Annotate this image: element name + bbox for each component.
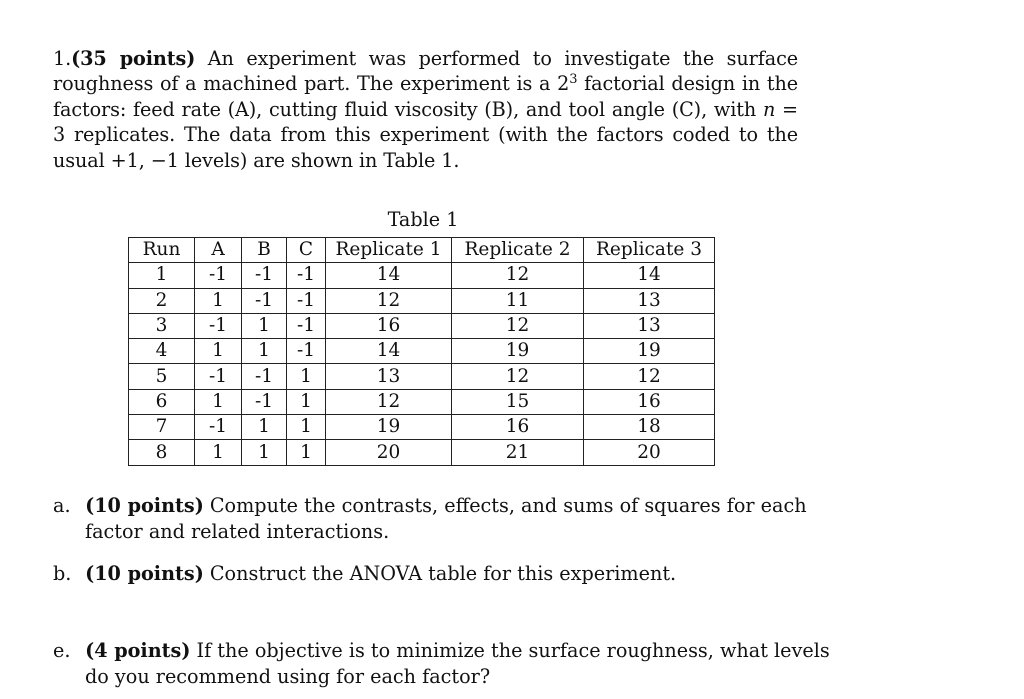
- question-text: If the objective is to minimize the surface roughness, what levels: [190, 639, 830, 662]
- cell-a: 1: [195, 288, 242, 313]
- cell-b: 1: [242, 313, 287, 338]
- cell-replicate-1: 19: [326, 415, 452, 440]
- cell-c: -1: [287, 313, 326, 338]
- data-table: [128, 237, 715, 466]
- header-replicate-2: Replicate 2: [452, 238, 584, 263]
- cell-run: 3: [129, 313, 195, 338]
- question-text: Compute the contrasts, effects, and sums of squares for each: [203, 494, 807, 517]
- cell-b: -1: [242, 389, 287, 414]
- table-row: [129, 440, 715, 465]
- cell-replicate-1: 16: [326, 313, 452, 338]
- cell-replicate-2: 21: [452, 440, 584, 465]
- table-row: [129, 263, 715, 288]
- cell-replicate-3: 18: [584, 415, 715, 440]
- cell-run: 4: [129, 339, 195, 364]
- cell-c: 1: [287, 389, 326, 414]
- cell-b: -1: [242, 288, 287, 313]
- cell-run: 5: [129, 364, 195, 389]
- cell-run: 8: [129, 440, 195, 465]
- question-e: [53, 638, 833, 690]
- cell-c: 1: [287, 415, 326, 440]
- cell-replicate-3: 16: [584, 389, 715, 414]
- header-replicate-3: Replicate 3: [584, 238, 715, 263]
- header-b: B: [242, 238, 287, 263]
- header-run: Run: [129, 238, 195, 263]
- table-row: [129, 415, 715, 440]
- header-a: A: [195, 238, 242, 263]
- table-row: [129, 339, 715, 364]
- cell-a: -1: [195, 263, 242, 288]
- cell-replicate-3: 13: [584, 313, 715, 338]
- problem-points: (35 points): [71, 47, 196, 70]
- cell-replicate-1: 20: [326, 440, 452, 465]
- cell-b: 1: [242, 415, 287, 440]
- problem-statement: [53, 46, 798, 173]
- question-label: b.: [53, 562, 72, 585]
- cell-replicate-2: 19: [452, 339, 584, 364]
- cell-b: -1: [242, 364, 287, 389]
- cell-replicate-2: 11: [452, 288, 584, 313]
- cell-replicate-3: 20: [584, 440, 715, 465]
- cell-run: 2: [129, 288, 195, 313]
- cell-run: 1: [129, 263, 195, 288]
- cell-replicate-1: 14: [326, 263, 452, 288]
- question-label: e.: [53, 639, 71, 662]
- cell-a: -1: [195, 364, 242, 389]
- question-label: a.: [53, 494, 71, 517]
- question-points: (10 points): [85, 562, 204, 585]
- cell-c: -1: [287, 263, 326, 288]
- exponent: 3: [569, 72, 578, 88]
- table-row: [129, 364, 715, 389]
- cell-a: 1: [195, 389, 242, 414]
- cell-replicate-2: 16: [452, 415, 584, 440]
- table-caption: Table 1: [387, 208, 459, 231]
- cell-replicate-1: 12: [326, 389, 452, 414]
- table-row: [129, 313, 715, 338]
- cell-c: 1: [287, 440, 326, 465]
- cell-replicate-1: 12: [326, 288, 452, 313]
- cell-replicate-1: 14: [326, 339, 452, 364]
- cell-b: 1: [242, 339, 287, 364]
- question-points: (10 points): [85, 494, 204, 517]
- cell-a: -1: [195, 313, 242, 338]
- table-header-row: [129, 238, 715, 263]
- n-variable: n: [762, 97, 776, 121]
- cell-replicate-2: 12: [452, 364, 584, 389]
- cell-c: -1: [287, 288, 326, 313]
- problem-text-3: = 3 replicates. The data from this experiment (with the factors coded to the usual +1, −1 levels) are shown in Table 1.: [53, 97, 798, 172]
- cell-a: 1: [195, 440, 242, 465]
- problem-text-2: factorial design in the factors: feed rate (A), cutting fluid viscosity (B), and tool angle (C), with: [53, 72, 798, 121]
- cell-replicate-1: 13: [326, 364, 452, 389]
- cell-a: -1: [195, 415, 242, 440]
- table-row: [129, 288, 715, 313]
- question-a: [53, 493, 833, 545]
- cell-run: 7: [129, 415, 195, 440]
- cell-replicate-3: 19: [584, 339, 715, 364]
- cell-replicate-3: 14: [584, 263, 715, 288]
- question-text-continued: do you recommend using for each factor?: [85, 665, 491, 688]
- cell-run: 6: [129, 389, 195, 414]
- cell-replicate-2: 12: [452, 263, 584, 288]
- cell-replicate-3: 13: [584, 288, 715, 313]
- table-row: [129, 389, 715, 414]
- question-points: (4 points): [85, 639, 191, 662]
- header-replicate-1: Replicate 1: [326, 238, 452, 263]
- cell-a: 1: [195, 339, 242, 364]
- cell-replicate-2: 12: [452, 313, 584, 338]
- question-text: Construct the ANOVA table for this experiment.: [203, 562, 677, 585]
- cell-b: -1: [242, 263, 287, 288]
- header-c: C: [287, 238, 326, 263]
- question-text-continued: factor and related interactions.: [85, 520, 390, 543]
- problem-text-1: An experiment was performed to investigate the surface roughness of a machined part. The experiment is a 2: [53, 47, 798, 96]
- problem-number: 1.: [53, 47, 72, 70]
- cell-replicate-2: 15: [452, 389, 584, 414]
- question-b: [53, 561, 833, 587]
- cell-replicate-3: 12: [584, 364, 715, 389]
- cell-c: -1: [287, 339, 326, 364]
- cell-b: 1: [242, 440, 287, 465]
- cell-c: 1: [287, 364, 326, 389]
